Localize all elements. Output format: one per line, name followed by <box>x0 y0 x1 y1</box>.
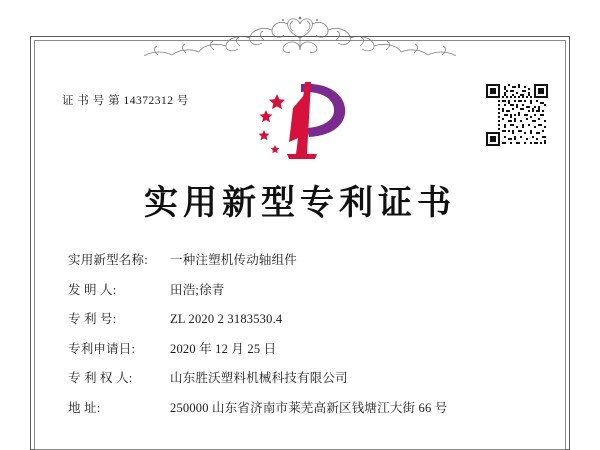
label-application-date: 专利申请日: <box>68 341 136 356</box>
field-patent-number <box>68 311 538 328</box>
page-title: 实用新型专利证书 <box>144 185 456 222</box>
value-utility-model-name: 一种注塑机传动轴组件 <box>170 253 298 267</box>
patent-office-emblem-icon <box>247 80 355 166</box>
certificate-fields <box>68 252 538 429</box>
label-patentee: 专 利 权 人: <box>68 371 133 385</box>
value-address: 250000 山东省济南市莱芜高新区钱塘江大街 66 号 <box>170 400 448 415</box>
certificate-number: 证 书 号 第 14372312 号 <box>62 95 189 107</box>
label-patent-number: 专 利 号: <box>68 312 117 326</box>
qr-code-icon <box>486 84 548 146</box>
value-patent-number: ZL 2020 2 3183530.4 <box>170 312 283 326</box>
label-inventor: 发 明 人: <box>68 282 117 297</box>
field-patentee <box>68 370 538 387</box>
field-inventor <box>68 282 538 299</box>
label-address: 地 址: <box>68 400 101 415</box>
value-inventor: 田浩;徐青 <box>170 282 225 297</box>
value-patentee: 山东胜沃塑料机械科技有限公司 <box>170 371 348 385</box>
field-application-date <box>68 341 538 358</box>
field-utility-model-name <box>68 252 538 269</box>
field-address <box>68 400 538 417</box>
value-application-date: 2020 年 12 月 25 日 <box>170 341 277 356</box>
label-utility-model-name: 实用新型名称: <box>68 253 148 267</box>
